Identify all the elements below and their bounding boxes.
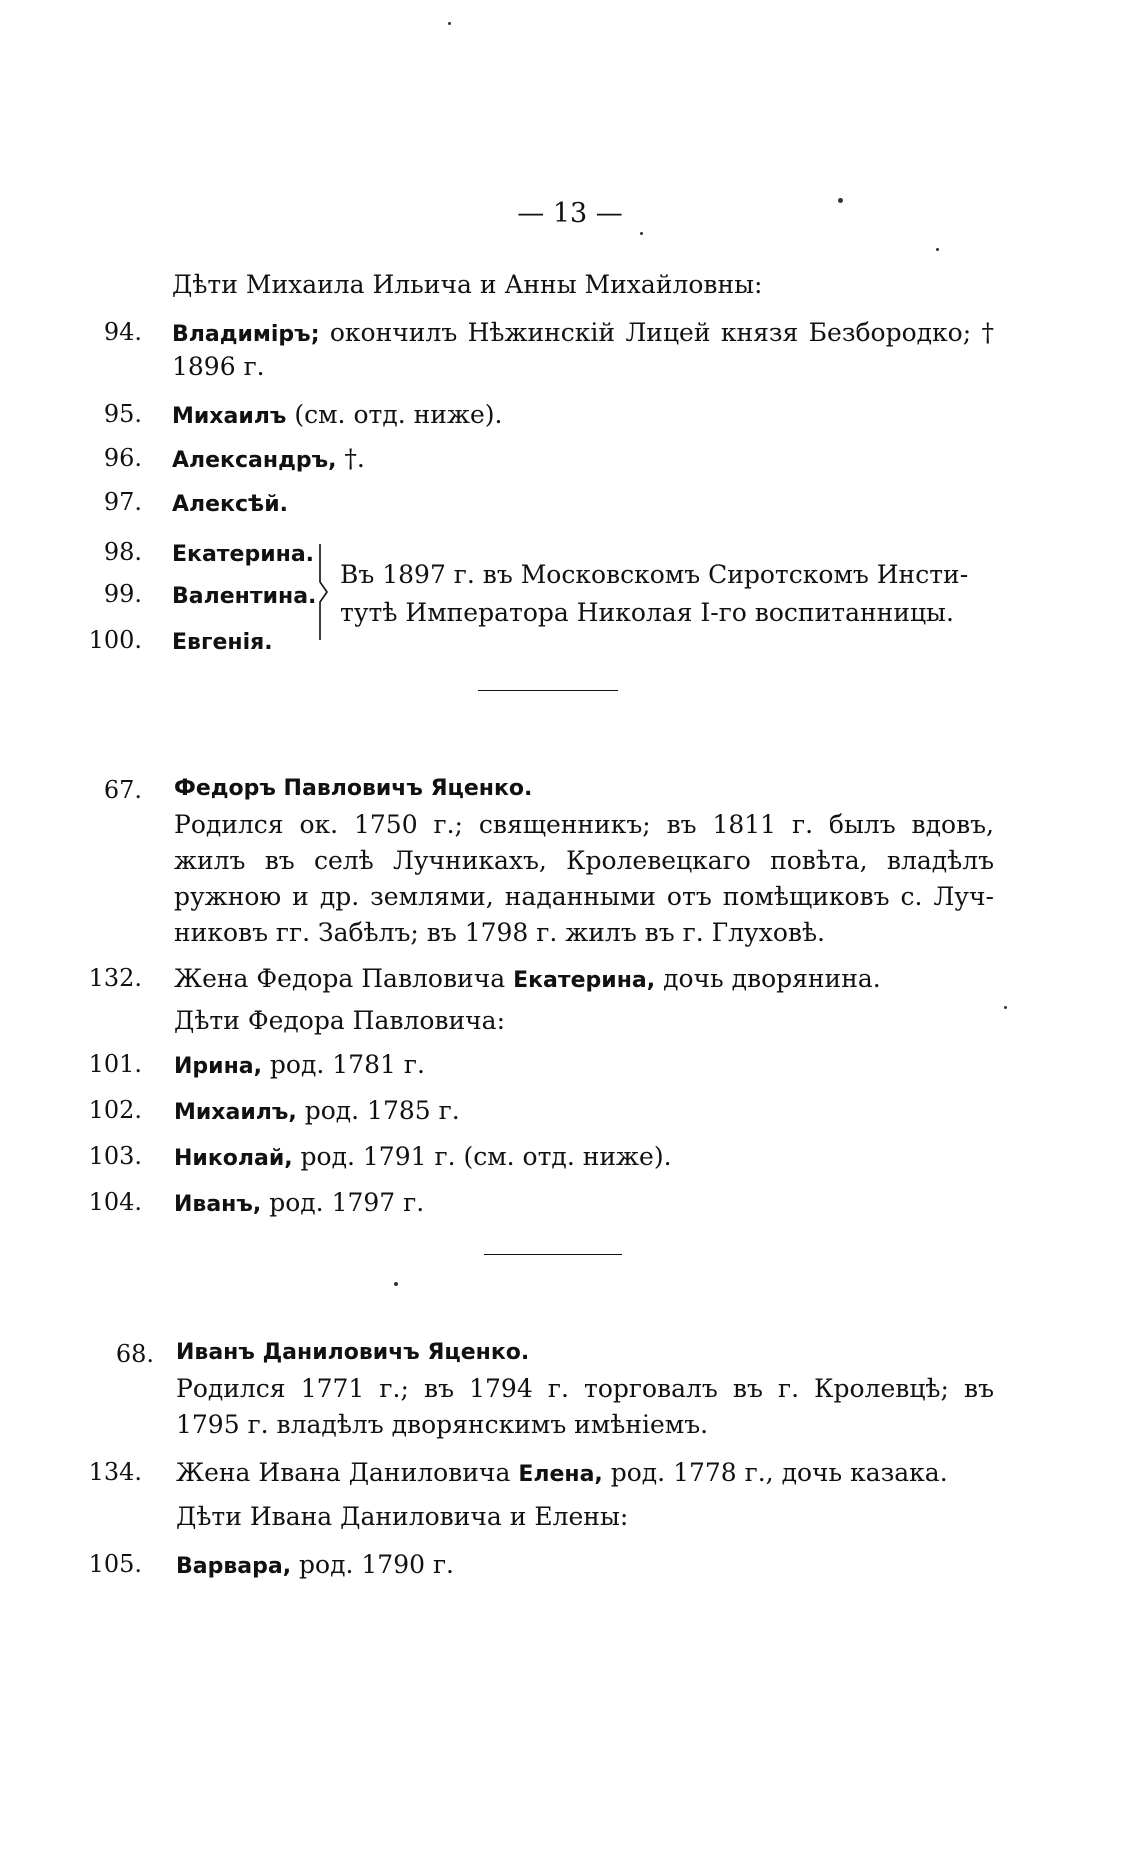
entry-98 xyxy=(172,540,314,566)
entry-name: Евгенія. xyxy=(172,630,273,655)
wife-suffix: дочь дворянина. xyxy=(655,964,881,993)
entry-number: 134. xyxy=(88,1458,142,1486)
wife-line xyxy=(174,966,881,992)
entry-number: 132. xyxy=(88,964,142,992)
entry-number: 99. xyxy=(103,580,142,608)
bio-line: никовъ гг. Забѣлъ; въ 1798 г. жилъ въ г. Глуховѣ. xyxy=(174,918,825,947)
entry-text: род. 1785 г. xyxy=(296,1096,460,1125)
entry-name: Алексѣй. xyxy=(172,492,288,517)
entry-text: род. 1791 г. (см. отд. ниже). xyxy=(292,1142,672,1171)
bio-line: жилъ въ селѣ Лучникахъ, Кролевецкаго повѣта, владѣлъ xyxy=(174,846,994,875)
wife-name: Елена, xyxy=(518,1462,603,1487)
entry-number: 100. xyxy=(88,626,142,654)
ink-speck xyxy=(838,198,843,203)
entry-name: Ирина, xyxy=(174,1054,262,1079)
entry-94-continuation: 1896 г. xyxy=(172,352,265,381)
entry-95 xyxy=(172,402,502,428)
ink-speck xyxy=(640,232,643,235)
ink-speck xyxy=(1004,1006,1007,1009)
bio-line: 1795 г. владѣлъ дворянскимъ имѣніемъ. xyxy=(176,1410,709,1439)
entry-number: 103. xyxy=(88,1142,142,1170)
brace-note-line-2: тутѣ Императора Николая I-го воспитанницы. xyxy=(340,598,954,627)
wife-line xyxy=(176,1460,948,1486)
entry-text: (см. отд. ниже). xyxy=(286,400,503,429)
section-divider xyxy=(484,1254,622,1255)
entry-number: 67. xyxy=(103,776,142,804)
entry-100 xyxy=(172,628,273,654)
entry-number: 104. xyxy=(88,1188,142,1216)
wife-prefix: Жена Федора Павловича xyxy=(174,964,514,993)
entry-text: окончилъ Нѣжинскій Лицей князя Безбородко; † xyxy=(319,318,994,347)
entry-number: 97. xyxy=(103,488,142,516)
section-divider xyxy=(478,690,618,691)
child-entry xyxy=(174,1190,424,1216)
bio-line: Родился ок. 1750 г.; священникъ; въ 1811 г. былъ вдовъ, xyxy=(174,810,994,839)
entry-name: Николай, xyxy=(174,1146,293,1171)
entry-name: Екатерина. xyxy=(172,542,315,567)
children-heading: Дѣти Ивана Даниловича и Елены: xyxy=(176,1502,629,1531)
curly-brace-icon xyxy=(314,542,334,642)
child-entry xyxy=(176,1552,454,1578)
entry-name: Владиміръ; xyxy=(172,322,320,347)
brace-note-line-1: Въ 1897 г. въ Московскомъ Сиротскомъ Инсти- xyxy=(340,560,969,589)
entry-number: 98. xyxy=(103,538,142,566)
entry-number: 96. xyxy=(103,444,142,472)
entry-number: 95. xyxy=(103,400,142,428)
entry-text: род. 1797 г. xyxy=(261,1188,425,1217)
section-heading: Дѣти Михаила Ильича и Анны Михайловны: xyxy=(172,270,763,299)
person-name: Иванъ Даниловичъ Яценко. xyxy=(176,1340,530,1365)
ink-speck xyxy=(936,248,939,251)
ink-speck xyxy=(448,22,451,25)
entry-name: Александръ, xyxy=(172,448,337,473)
entry-name: Варвара, xyxy=(176,1554,292,1579)
entry-97 xyxy=(172,490,288,516)
entry-text: †. xyxy=(336,444,365,473)
wife-name: Екатерина, xyxy=(513,968,656,993)
entry-96 xyxy=(172,446,365,472)
entry-text: род. 1790 г. xyxy=(291,1550,454,1579)
entry-number: 105. xyxy=(88,1550,142,1578)
person-name: Федоръ Павловичъ Яценко. xyxy=(174,776,533,801)
wife-prefix: Жена Ивана Даниловича xyxy=(176,1458,519,1487)
entry-94 xyxy=(172,320,994,346)
bio-line: Родился 1771 г.; въ 1794 г. торговалъ въ г. Кролевцѣ; въ xyxy=(176,1374,994,1403)
entry-text: род. 1781 г. xyxy=(261,1050,425,1079)
bio-line: ружною и др. землями, наданными отъ помѣщиковъ с. Луч- xyxy=(174,882,994,911)
page-number: — 13 — xyxy=(517,198,623,229)
entry-name: Михаилъ, xyxy=(174,1100,297,1125)
entry-name: Михаилъ xyxy=(172,404,287,429)
child-entry xyxy=(174,1098,460,1124)
entry-number: 102. xyxy=(88,1096,142,1124)
entry-99 xyxy=(172,582,316,608)
ink-speck xyxy=(394,1282,398,1286)
entry-number: 68. xyxy=(115,1340,154,1368)
entry-number: 101. xyxy=(88,1050,142,1078)
child-entry xyxy=(174,1052,425,1078)
child-entry xyxy=(174,1144,672,1170)
entry-name: Валентина. xyxy=(172,584,317,609)
entry-number: 94. xyxy=(103,318,142,346)
entry-name: Иванъ, xyxy=(174,1192,262,1217)
wife-suffix: род. 1778 г., дочь казака. xyxy=(602,1458,948,1487)
children-heading: Дѣти Федора Павловича: xyxy=(174,1006,505,1035)
